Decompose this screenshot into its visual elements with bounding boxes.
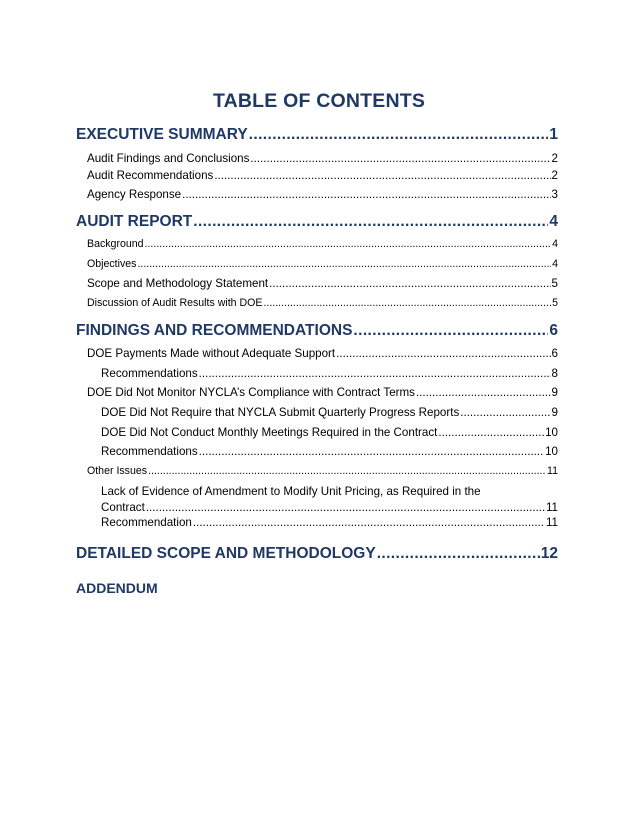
dot-leader (146, 501, 545, 514)
dot-leader (199, 445, 544, 458)
toc-entry-objectives[interactable] (87, 258, 558, 270)
toc-entry-label: Background (87, 238, 144, 250)
toc-page-number: 4 (552, 258, 558, 270)
toc-page-number: 1 (549, 126, 558, 143)
toc-page-number: 6 (549, 322, 558, 339)
dot-leader (182, 188, 550, 201)
toc-entry-background[interactable] (87, 238, 558, 250)
toc-entry-label: Audit Recommendations (87, 169, 214, 182)
toc-page-number: 2 (551, 152, 558, 165)
dot-leader (416, 386, 551, 399)
toc-page-number: 5 (552, 297, 558, 309)
toc-entry-discussion[interactable] (87, 297, 558, 309)
toc-entry-second-line (101, 501, 558, 514)
dot-leader (353, 322, 548, 340)
dot-leader (336, 347, 550, 360)
toc-entry-audit-report[interactable] (76, 213, 558, 231)
toc-page-number: 4 (549, 213, 558, 230)
toc-entry-lack-evidence[interactable] (101, 485, 558, 514)
toc-entry-label: Agency Response (87, 188, 182, 201)
toc-entry-label: Discussion of Audit Results with DOE (87, 297, 263, 309)
toc-entry-doe-quarterly[interactable] (101, 406, 558, 419)
toc-entry-label: EXECUTIVE SUMMARY (76, 126, 248, 143)
toc-entry-audit-findings[interactable] (87, 152, 558, 165)
dot-leader (460, 406, 550, 419)
dot-leader (249, 126, 549, 144)
toc-entry-executive-summary[interactable] (76, 126, 558, 144)
toc-entry-findings[interactable] (76, 322, 558, 340)
dot-leader (193, 213, 548, 231)
toc-entry-label: FINDINGS AND RECOMMENDATIONS (76, 322, 353, 339)
dot-leader (263, 297, 551, 309)
dot-leader (377, 545, 540, 563)
toc-entry-doe-monitor[interactable] (87, 386, 558, 399)
toc-entry-recommendation-3[interactable] (101, 516, 558, 529)
toc-entry-doe-monthly[interactable] (101, 426, 558, 439)
toc-entry-recommendations-1[interactable] (101, 367, 558, 380)
dot-leader (438, 426, 544, 439)
toc-page-number: 6 (551, 347, 558, 360)
toc-entry-doe-payments[interactable] (87, 347, 558, 360)
toc-entry-recommendations-2[interactable] (101, 445, 558, 458)
toc-page-number: 4 (552, 238, 558, 250)
toc-entry-addendum[interactable]: ADDENDUM (76, 580, 158, 596)
toc-entry-label: Objectives (87, 258, 137, 270)
toc-entry-label: DOE Did Not Conduct Monthly Meetings Required in the Contract (101, 426, 438, 439)
toc-entry-label: Scope and Methodology Statement (87, 277, 269, 290)
toc-entry-label: Recommendation (101, 516, 192, 529)
toc-page-number: 11 (547, 465, 558, 477)
toc-entry-label: DOE Did Not Require that NYCLA Submit Quarterly Progress Reports (101, 406, 460, 419)
toc-entry-audit-recommendations[interactable] (87, 169, 558, 182)
toc-page-number: 11 (545, 516, 558, 529)
toc-page-number: 10 (545, 426, 558, 439)
toc-entry-label: DETAILED SCOPE AND METHODOLOGY (76, 545, 376, 562)
toc-page-number: 2 (551, 169, 558, 182)
toc-entry-label: Recommendations (101, 367, 198, 380)
dot-leader (137, 258, 551, 270)
dot-leader (148, 465, 546, 477)
dot-leader (214, 169, 550, 182)
toc-entry-label: Audit Findings and Conclusions (87, 152, 250, 165)
toc-page-number: 8 (551, 367, 558, 380)
toc-page-number: 10 (545, 445, 558, 458)
toc-entry-label: DOE Did Not Monitor NYCLA’s Compliance with Contract Terms (87, 386, 415, 399)
dot-leader (193, 516, 545, 529)
toc-entry-label: Recommendations (101, 445, 198, 458)
toc-title: TABLE OF CONTENTS (212, 90, 426, 112)
dot-leader (145, 238, 552, 250)
toc-page-number: 3 (551, 188, 558, 201)
toc-page-number: 12 (540, 545, 558, 562)
toc-entry-label: Other Issues (87, 465, 148, 477)
toc-entry-label: AUDIT REPORT (76, 213, 193, 230)
toc-page-number: 5 (551, 277, 558, 290)
toc-entry-other-issues[interactable] (87, 465, 558, 477)
toc-page-number: 9 (551, 406, 558, 419)
toc-entry-label: DOE Payments Made without Adequate Support (87, 347, 336, 360)
toc-page-number: 11 (545, 501, 558, 514)
dot-leader (199, 367, 551, 380)
dot-leader (250, 152, 550, 165)
toc-entry-label-line1: Lack of Evidence of Amendment to Modify Unit Pricing, as Required in the (101, 485, 481, 498)
toc-entry-agency-response[interactable] (87, 188, 558, 201)
dot-leader (269, 277, 550, 290)
toc-entry-scope[interactable] (87, 277, 558, 290)
toc-entry-label-line2: Contract (101, 501, 145, 514)
toc-entry-detailed-scope[interactable] (76, 545, 558, 563)
toc-page-number: 9 (551, 386, 558, 399)
